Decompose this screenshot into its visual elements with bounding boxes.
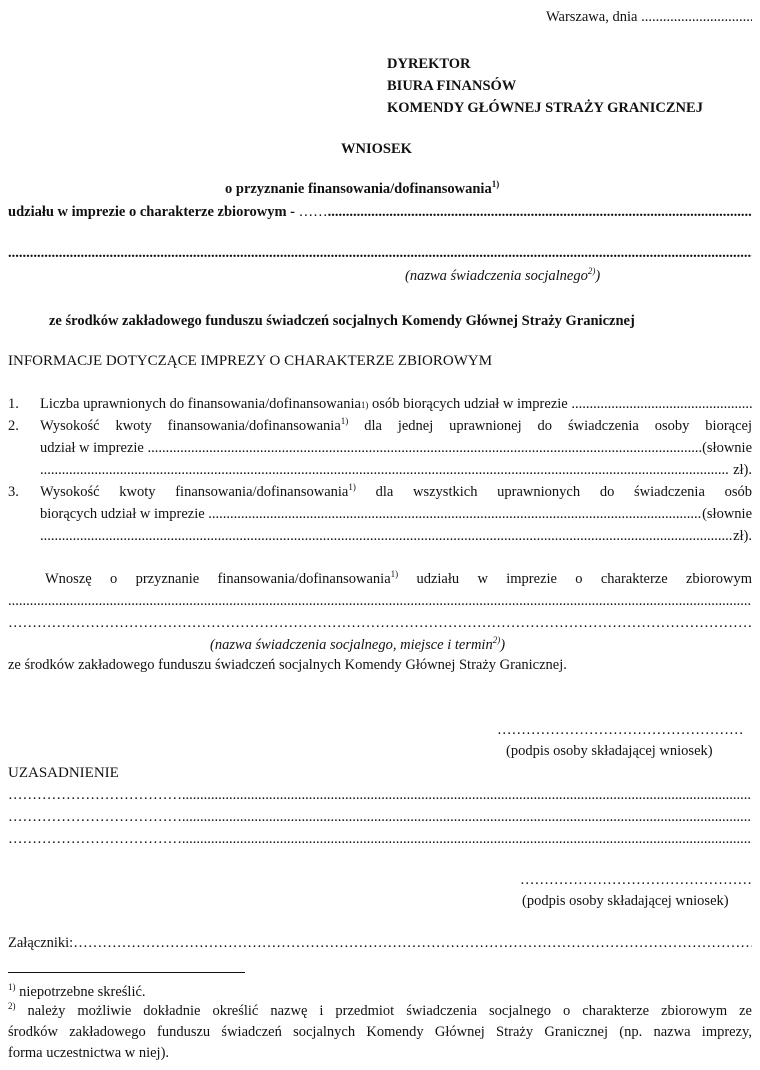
title-line-2: udziału w imprezie o charakterze zbiorowym - …… ..... xyxy=(8,204,752,221)
participants-count-field[interactable] xyxy=(571,396,752,413)
place-date-label: Warszawa, dnia xyxy=(546,9,638,25)
justification-line-2[interactable] xyxy=(8,809,752,826)
request-fund-line: ze środków zakładowego funduszu świadczeń socjalnych Komendy Głównej Straży Granicznej. xyxy=(8,657,567,673)
event-name-field[interactable] xyxy=(328,204,752,221)
social-benefit-caption: (nazwa świadczenia socjalnego$^{2)}$) xyxy=(405,266,601,284)
addressee-line-2: BIURA FINANSÓW xyxy=(387,78,517,94)
request-details-field-2[interactable] xyxy=(8,615,752,632)
footnote-separator xyxy=(8,972,245,973)
document-title: WNIOSEK xyxy=(341,141,412,157)
info-item-3: 3. Wysokość kwoty finansowania/dofinansowania$^{1)}$ dla wszystkich uprawnionych do świadczenia osób xyxy=(8,482,752,500)
signature-label-1: (podpis osoby składającej wniosek) xyxy=(506,743,713,759)
footnote-2-line-2: środków zakładowego funduszu świadczeń socjalnych Komendy Głównej Straży Granicznej (np. nazwa imprezy, xyxy=(8,1024,752,1040)
justification-line-3[interactable] xyxy=(8,831,752,848)
attachments-field[interactable] xyxy=(73,935,752,952)
info-item-1: 1. Liczba uprawnionych do finansowania/dofinansowania 1) osób biorących udział w imprezie ..... xyxy=(8,396,752,413)
total-amount-words-field[interactable] xyxy=(40,528,733,545)
place-date-line xyxy=(546,9,752,26)
total-amount-field[interactable] xyxy=(208,506,702,523)
request-details-field-1[interactable] xyxy=(8,593,752,610)
info-item-2: 2. Wysokość kwoty finansowania/dofinansowania$^{1)}$ dla jednej uprawnionej do świadczenia osoby biorącej xyxy=(8,416,752,434)
justification-line-1[interactable] xyxy=(8,787,752,804)
info-item-2-line-2: udział w imprezie ..... (słownie xyxy=(40,440,752,457)
justification-heading: UZASADNIENIE xyxy=(8,765,119,781)
footnote-2: $^{2)}$ należy możliwie dokładnie określić nazwę i przedmiot świadczenia socjalnego o charakterze zbiorowym ze xyxy=(8,1001,752,1019)
signature-field-1[interactable] xyxy=(497,722,744,739)
fund-line: ze środków zakładowego funduszu świadczeń socjalnych Komendy Głównej Straży Granicznej xyxy=(49,313,635,329)
date-field[interactable] xyxy=(641,9,752,26)
footnote-2-line-3: forma uczestnictwa w niej). xyxy=(8,1045,170,1061)
info-item-3-line-2: biorących udział w imprezie ..... (słownie xyxy=(40,506,752,523)
request-caption: (nazwa świadczenia socjalnego, miejsce i termin$^{2)}$) xyxy=(210,635,506,653)
signature-label-2: (podpis osoby składającej wniosek) xyxy=(522,893,729,909)
amount-per-person-field[interactable] xyxy=(148,440,703,457)
attachments-line: Załączniki: ………………………………………………………………………………………………………………………………………………………………………………………………………………………………………………………………………………… xyxy=(8,935,752,952)
info-item-3-line-3: ..... zł). xyxy=(40,528,752,545)
signature-field-2[interactable] xyxy=(520,872,752,889)
info-heading: INFORMACJE DOTYCZĄCE IMPREZY O CHARAKTERZE ZBIOROWYM xyxy=(8,353,493,369)
title-line-1: o przyznanie finansowania/dofinansowania$^{1)}$ xyxy=(225,179,500,197)
request-paragraph: Wnoszę o przyznanie finansowania/dofinansowania$^{1)}$ udziału w imprezie o charakterze zbiorowym xyxy=(45,569,753,587)
addressee-line-3: KOMENDY GŁÓWNEJ STRAŻY GRANICZNEJ xyxy=(387,100,703,116)
amount-per-person-words-field[interactable] xyxy=(40,462,729,479)
footnote-1: $^{1)}$ niepotrzebne skreślić. xyxy=(8,982,146,1000)
info-item-2-line-3: ..... zł). xyxy=(40,462,752,479)
addressee-line-1: DYREKTOR xyxy=(387,56,471,72)
event-name-field-2[interactable] xyxy=(8,245,752,262)
